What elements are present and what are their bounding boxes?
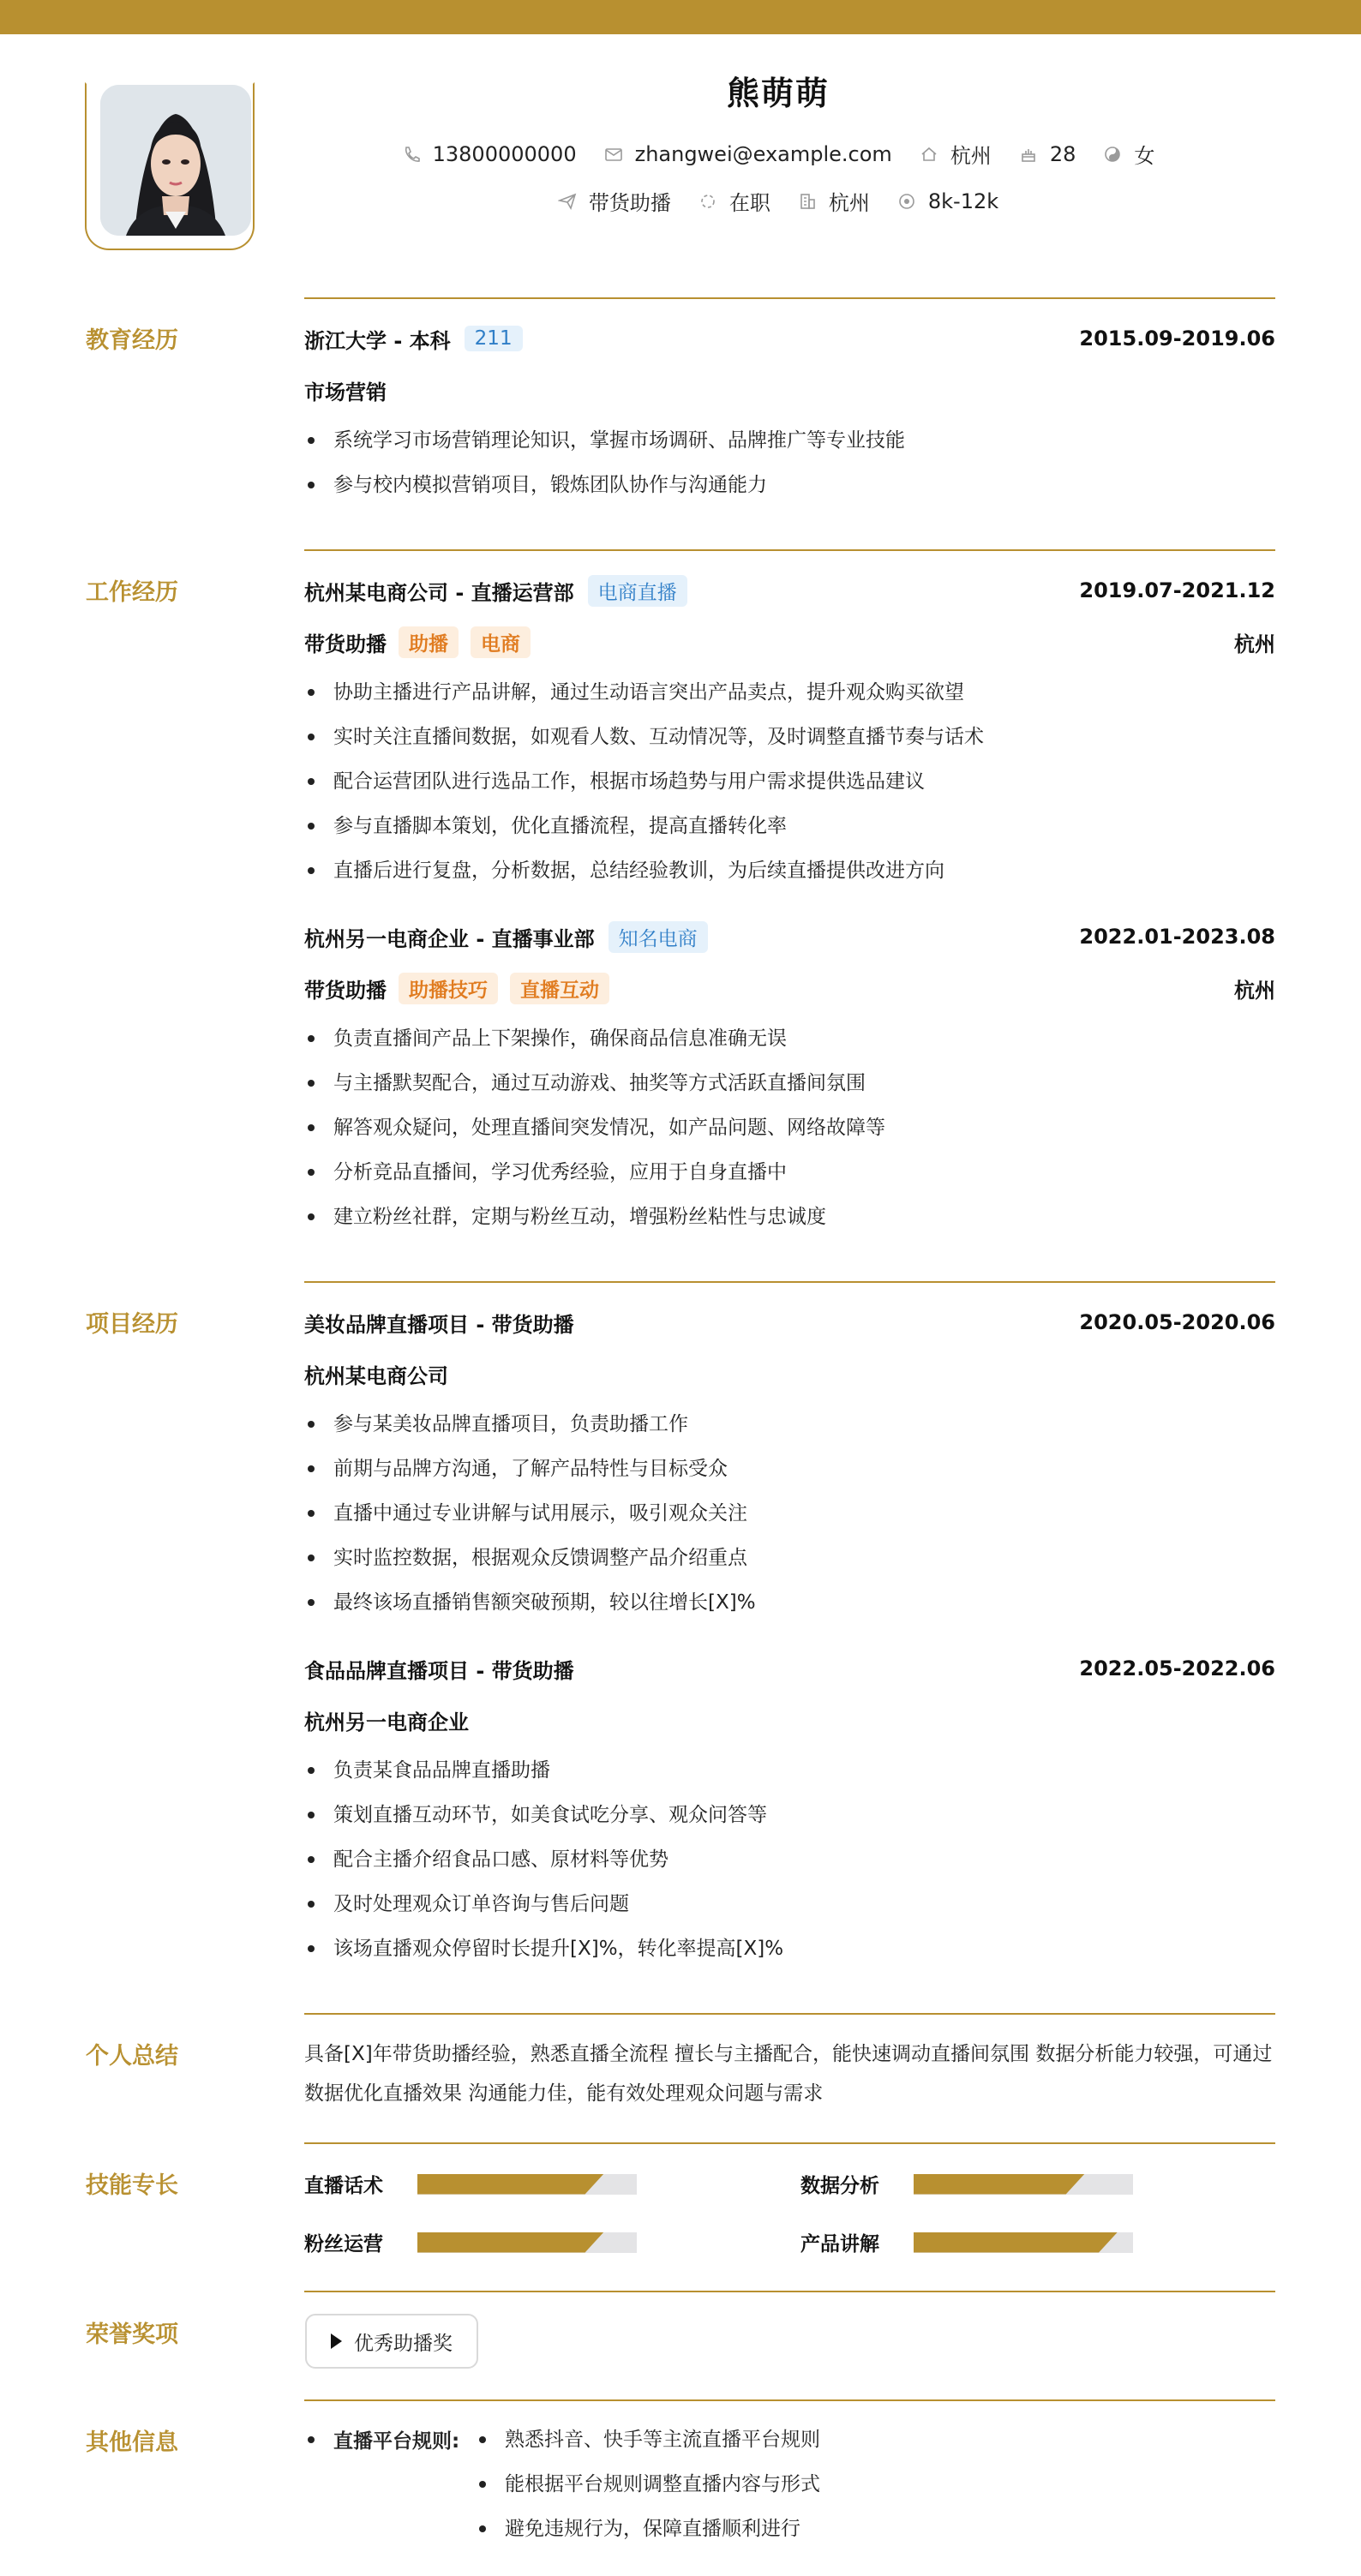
section-title-projects: 项目经历: [86, 1311, 178, 1338]
phone-text: 13800000000: [432, 141, 577, 166]
skill-bar-fill: [914, 2174, 1085, 2195]
project-bullets: [304, 1756, 1275, 1979]
skill-tag: 助播: [399, 626, 459, 658]
company-tag: 知名电商: [609, 921, 708, 953]
coin-icon: [897, 192, 916, 211]
list-item: 配合主播介绍食品口感、原材料等优势: [304, 1845, 1275, 1890]
email-info: [604, 142, 892, 166]
job-role: 带货助播: [304, 632, 387, 656]
job-intent-text: 带货助播: [588, 191, 671, 215]
section-title-other: 其他信息: [86, 2429, 178, 2456]
skill-bar: [417, 2232, 637, 2253]
skill-tag: 助播技巧: [399, 973, 498, 1004]
salary-info: [897, 189, 998, 213]
section-divider: [304, 297, 1275, 299]
skill-item: [800, 2170, 1133, 2198]
home-icon: [920, 145, 938, 164]
company-tag: 电商直播: [588, 575, 687, 607]
top-accent-bar: [0, 0, 1361, 34]
gender-info: [1103, 139, 1154, 169]
mail-icon: [604, 145, 623, 164]
education-header: [304, 324, 1275, 353]
project-company-row: [304, 1705, 1275, 1734]
section-title-awards: 荣誉奖项: [86, 2321, 178, 2348]
award-badge: [305, 2314, 478, 2369]
location-text: 杭州: [950, 144, 992, 168]
list-item: 负责直播间产品上下架操作，确保商品信息准确无误: [304, 1024, 1275, 1069]
section-divider: [304, 2013, 1275, 2015]
project-company: 杭州某电商公司: [304, 1363, 448, 1388]
school-tag: 211: [465, 326, 523, 351]
job-bullets: [304, 1024, 1275, 1247]
list-item: 参与校内模拟营销项目，锻炼团队协作与沟通能力: [304, 470, 1275, 515]
section-divider: [304, 549, 1275, 551]
job-role-row: [304, 627, 1275, 656]
phone-icon: [402, 145, 421, 164]
list-item: 配合运营团队进行选品工作，根据市场趋势与用户需求提供选品建议: [304, 767, 1275, 812]
age-text: 28: [1049, 141, 1076, 166]
project-name: 食品品牌直播项目 - 带货助播: [304, 1658, 574, 1683]
list-item: 参与某美妆品牌直播项目，负责助播工作: [304, 1410, 1275, 1454]
job-header: [304, 576, 1275, 605]
list-item: 最终该场直播销售额突破预期，较以往增长[X]%: [304, 1588, 1275, 1632]
major: [304, 375, 1275, 404]
email-text: zhangwei@example.com: [634, 141, 892, 166]
list-item: 解答观众疑问，处理直播间突发情况，如产品问题、网络故障等: [304, 1113, 1275, 1158]
list-item: 负责某食品品牌直播助播: [304, 1756, 1275, 1800]
education-period: 2015.09-2019.06: [1079, 326, 1275, 350]
job-header: [304, 922, 1275, 951]
list-item: 及时处理观众订单咨询与售后问题: [304, 1890, 1275, 1934]
job-period: 2019.07-2021.12: [1079, 578, 1275, 602]
job-bullets: [304, 678, 1275, 901]
work-city-text: 杭州: [828, 191, 870, 215]
send-icon: [558, 192, 577, 211]
project-company: 杭州另一电商企业: [304, 1710, 469, 1734]
list-item: 熟悉抖音、快手等主流直播平台规则: [476, 2425, 1076, 2470]
section-title-education: 教育经历: [86, 327, 178, 354]
phone-info: [402, 142, 577, 166]
other-list: [476, 2425, 1076, 2559]
job-company: 杭州另一电商企业 - 直播事业部: [304, 926, 595, 951]
project-period: 2020.05-2020.06: [1079, 1310, 1275, 1334]
project-header: [304, 1654, 1275, 1683]
salary-text: 8k-12k: [927, 189, 999, 213]
section-divider: [304, 2291, 1275, 2292]
contact-row: [0, 139, 1361, 169]
skill-name: 粉丝运营: [304, 2233, 383, 2255]
location-info: [920, 139, 992, 169]
list-item: 系统学习市场营销理论知识，掌握市场调研、品牌推广等专业技能: [304, 426, 1275, 470]
play-icon: [331, 2333, 342, 2349]
job-company: 杭州某电商公司 - 直播运营部: [304, 580, 574, 605]
list-item: 与主播默契配合，通过互动游戏、抽奖等方式活跃直播间氛围: [304, 1069, 1275, 1113]
job-intent-info: [558, 186, 671, 216]
section-divider: [304, 2142, 1275, 2144]
project-name: 美妆品牌直播项目 - 带货助播: [304, 1312, 574, 1337]
list-item: 直播中通过专业讲解与试用展示，吸引观众关注: [304, 1499, 1275, 1543]
building-icon: [798, 192, 817, 211]
project-period: 2022.05-2022.06: [1079, 1656, 1275, 1680]
skill-item: [304, 2170, 637, 2198]
age-info: [1019, 142, 1076, 166]
gender-icon: [1103, 145, 1122, 164]
project-company-row: [304, 1359, 1275, 1388]
skill-bar: [914, 2232, 1133, 2253]
gender-text: 女: [1134, 144, 1155, 168]
section-title-summary: 个人总结: [86, 2043, 178, 2070]
skill-item: [304, 2228, 637, 2256]
section-divider: [304, 2399, 1275, 2401]
list-item: 直播后进行复盘，分析数据，总结经验教训，为后续直播提供改进方向: [304, 856, 1275, 901]
list-item: 能根据平台规则调整直播内容与形式: [476, 2470, 1076, 2514]
cake-icon: [1019, 145, 1038, 164]
school-name: 浙江大学 - 本科: [304, 328, 451, 353]
skill-bar-fill: [417, 2174, 604, 2195]
project-header: [304, 1308, 1275, 1337]
skill-tag: 直播互动: [510, 973, 609, 1004]
candidate-name: 熊萌萌: [726, 75, 830, 112]
skill-name: 数据分析: [800, 2175, 879, 2197]
skill-tag: 电商: [471, 626, 531, 658]
section-divider: [304, 1281, 1275, 1283]
work-city-info: [798, 186, 870, 216]
list-item: 实时关注直播间数据，如观看人数、互动情况等，及时调整直播节奏与话术: [304, 722, 1275, 767]
list-item: 建立粉丝社群，定期与粉丝互动，增强粉丝粘性与忠诚度: [304, 1202, 1275, 1247]
award-name: 优秀助播奖: [354, 2332, 453, 2355]
skill-name: 直播话术: [304, 2175, 383, 2197]
list-item: 实时监控数据，根据观众反馈调整产品介绍重点: [304, 1543, 1275, 1588]
list-item: 策划直播互动环节，如美食试吃分享、观众问答等: [304, 1800, 1275, 1845]
education-bullets: [304, 426, 1275, 515]
status-info: [698, 186, 770, 216]
job-role-row: [304, 973, 1275, 1003]
other-label: 直播平台规则:: [304, 2425, 459, 2453]
skill-bar-fill: [417, 2232, 604, 2253]
list-item: 前期与品牌方沟通，了解产品特性与目标受众: [304, 1454, 1275, 1499]
status-icon: [698, 192, 717, 211]
section-title-work: 工作经历: [86, 579, 178, 606]
major-name: 市场营销: [304, 380, 387, 404]
project-bullets: [304, 1410, 1275, 1632]
job-role: 带货助播: [304, 978, 387, 1003]
job-city: 杭州: [1234, 632, 1275, 656]
list-item: 参与直播脚本策划，优化直播流程，提高直播转化率: [304, 812, 1275, 856]
job-period: 2022.01-2023.08: [1079, 925, 1275, 949]
skill-item: [800, 2228, 1133, 2256]
list-item: 协助主播进行产品讲解，通过生动语言突出产品卖点，提升观众购买欲望: [304, 678, 1275, 722]
status-text: 在职: [728, 191, 770, 215]
summary-text: 具备[X]年带货助播经验，熟悉直播全流程 擅长与主播配合，能快速调动直播间氛围 数据分析能力较强，可通过数据优化直播效果 沟通能力佳，能有效处理观众问题与需求: [304, 2043, 1273, 2105]
section-title-skills: 技能专长: [86, 2172, 178, 2199]
skill-name: 产品讲解: [800, 2233, 879, 2255]
list-item: 该场直播观众停留时长提升[X]%，转化率提高[X]%: [304, 1934, 1275, 1979]
list-item: 分析竞品直播间，学习优秀经验，应用于自身直播中: [304, 1158, 1275, 1202]
skill-bar-fill: [914, 2232, 1118, 2253]
intent-row: [0, 186, 1361, 216]
skill-bar: [417, 2174, 637, 2195]
list-item: 避免违规行为，保障直播顺利进行: [476, 2514, 1076, 2559]
skill-bar: [914, 2174, 1133, 2195]
job-city: 杭州: [1234, 978, 1275, 1003]
